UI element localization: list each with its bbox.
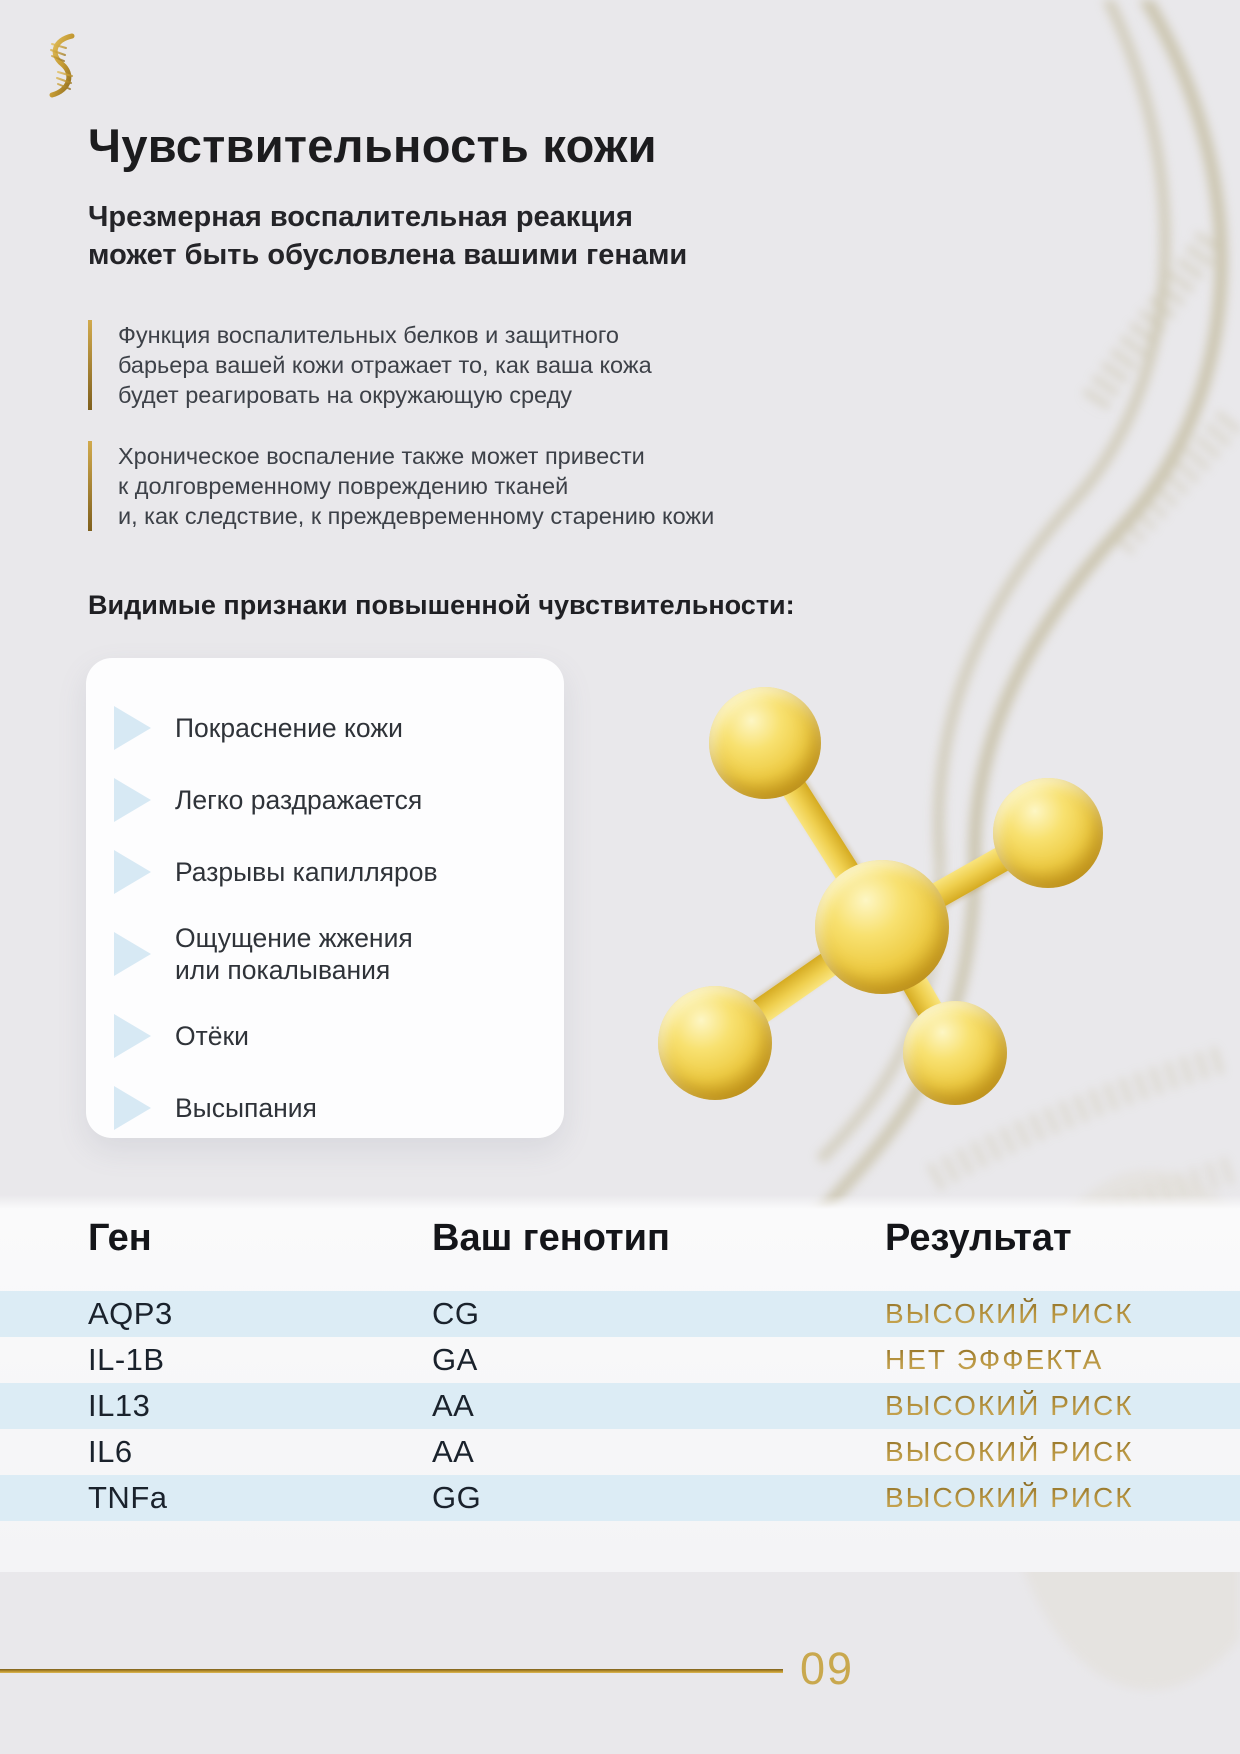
result-cell: ВЫСОКИЙ РИСК — [885, 1482, 1240, 1514]
triangle-bullet-icon — [114, 778, 151, 822]
list-item-label: Высыпания — [175, 1093, 317, 1123]
signs-card — [86, 658, 564, 1138]
genotype-cell: AA — [432, 1434, 475, 1469]
list-item — [114, 836, 564, 908]
list-item — [114, 1000, 564, 1072]
genotype-cell: GA — [432, 1342, 478, 1377]
triangle-bullet-icon — [114, 1014, 151, 1058]
column-header-result: Результат — [885, 1217, 1072, 1259]
subtitle-line: может быть обусловлена вашими генами — [88, 239, 688, 271]
list-item-label: Легко раздражается — [175, 785, 423, 815]
gold-molecule-illustration — [560, 580, 1170, 1125]
molecule-atom — [993, 778, 1103, 888]
result-cell: НЕТ ЭФФЕКТА — [885, 1344, 1240, 1376]
triangle-bullet-icon — [114, 1086, 151, 1130]
molecule-atom — [903, 1001, 1007, 1105]
paragraph-line: Функция воспалительных белков и защитного — [118, 322, 620, 348]
table-row — [0, 1429, 1240, 1475]
result-cell: ВЫСОКИЙ РИСК — [885, 1390, 1240, 1422]
molecule-atom-center — [815, 860, 949, 994]
list-item — [114, 1072, 564, 1144]
list-item-label: Разрывы капилляров — [175, 857, 438, 887]
table-row — [0, 1383, 1240, 1429]
paragraph-line: к долговременному повреждению тканей — [118, 473, 569, 499]
results-table — [0, 1195, 1240, 1572]
genotype-cell: GG — [432, 1480, 482, 1515]
footer-divider-line — [0, 1669, 783, 1673]
list-item-label: Ощущение жжения или покалывания — [175, 923, 413, 985]
paragraph-line: будет реагировать на окружающую среду — [118, 382, 573, 408]
gene-cell: TNFa — [88, 1480, 168, 1515]
gene-cell: IL13 — [88, 1388, 151, 1423]
gene-cell: IL6 — [88, 1434, 133, 1469]
paragraph-line: и, как следствие, к преждевременному старению кожи — [118, 503, 715, 529]
molecule-atom — [658, 986, 772, 1100]
list-item — [114, 908, 564, 1000]
paragraph-line: барьера вашей кожи отражает то, как ваша кожа — [118, 352, 652, 378]
gene-cell: AQP3 — [88, 1296, 173, 1331]
molecule-atom — [709, 687, 821, 799]
result-cell: ВЫСОКИЙ РИСК — [885, 1436, 1240, 1468]
intro-paragraph-1 — [88, 320, 758, 410]
paragraph-line: Хроническое воспаление также может привести — [118, 443, 645, 469]
signs-heading: Видимые признаки повышенной чувствительности: — [88, 590, 795, 620]
table-row — [0, 1475, 1240, 1521]
table-body — [0, 1291, 1240, 1521]
gene-cell: IL-1B — [88, 1342, 165, 1377]
table-header-row — [0, 1195, 1240, 1260]
column-header-genotype: Ваш генотип — [432, 1217, 670, 1259]
table-row — [0, 1337, 1240, 1383]
triangle-bullet-icon — [114, 932, 151, 976]
column-header-gene: Ген — [88, 1217, 152, 1259]
genotype-cell: AA — [432, 1388, 475, 1423]
table-row — [0, 1291, 1240, 1337]
page-number: 09 — [800, 1643, 855, 1694]
result-cell: ВЫСОКИЙ РИСК — [885, 1298, 1240, 1330]
triangle-bullet-icon — [114, 850, 151, 894]
gold-dna-logo — [42, 32, 82, 100]
triangle-bullet-icon — [114, 706, 151, 750]
page-subtitle — [88, 198, 848, 274]
list-item — [114, 764, 564, 836]
list-item-label: Покраснение кожи — [175, 713, 403, 743]
intro-paragraph-2 — [88, 441, 758, 531]
genotype-cell: CG — [432, 1296, 480, 1331]
signs-list — [86, 658, 564, 1144]
page-title: Чувствительность кожи — [88, 119, 657, 172]
subtitle-line: Чрезмерная воспалительная реакция — [88, 201, 633, 233]
list-item — [114, 692, 564, 764]
list-item-label: Отёки — [175, 1021, 249, 1051]
